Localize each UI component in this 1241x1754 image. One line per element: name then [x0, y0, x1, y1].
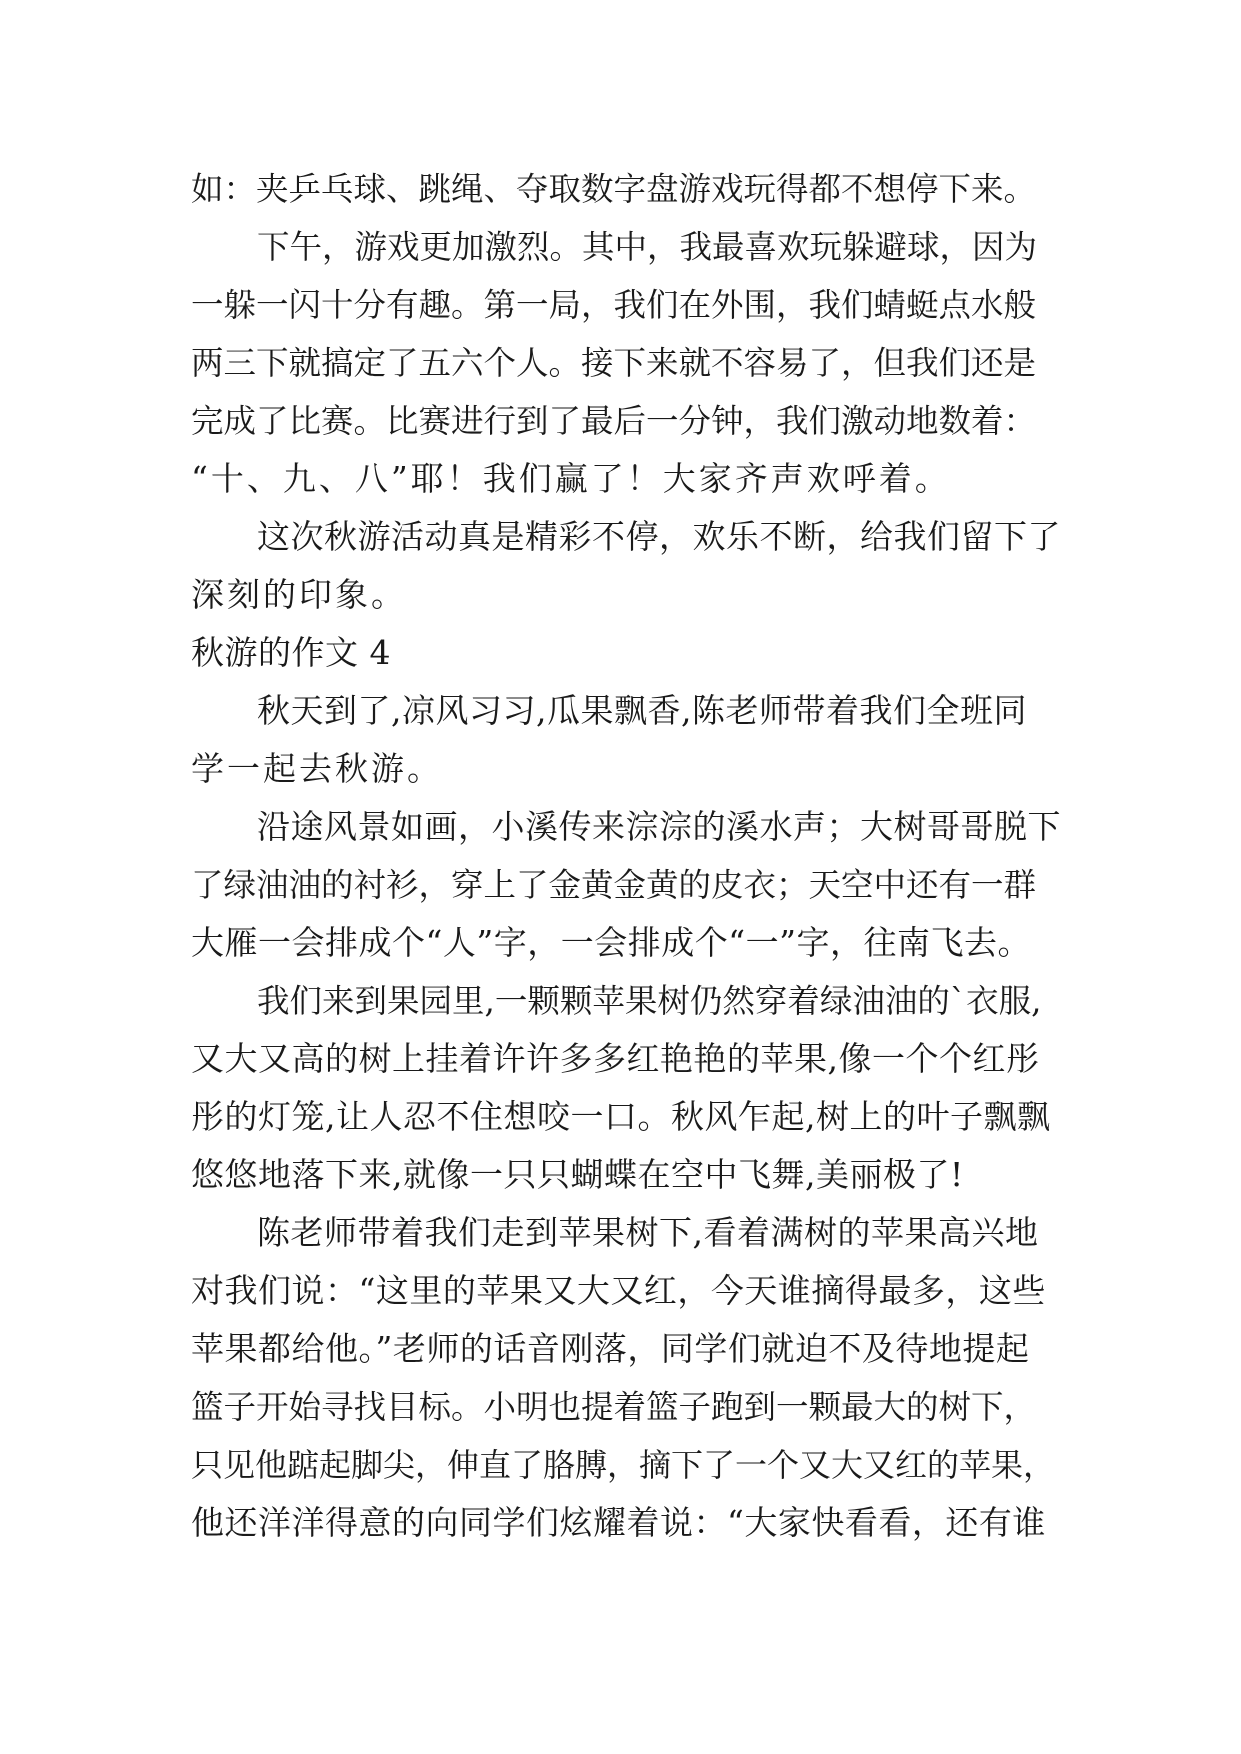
paragraph-line: 秋天到了,凉风习习,瓜果飘香,陈老师带着我们全班同 — [257, 691, 1027, 730]
paragraph-line: 大雁一会排成个“人”字，一会排成个“一”字，往南飞去。 — [191, 923, 1031, 962]
paragraph-line: 沿途风景如画，小溪传来淙淙的溪水声；大树哥哥脱下 — [257, 807, 1061, 846]
paragraph-line: 深刻的印象。 — [191, 575, 407, 614]
paragraph-line: “十、九、八”耶！我们赢了！大家齐声欢呼着。 — [191, 459, 951, 498]
paragraph-line: 只见他踮起脚尖，伸直了胳膊，摘下了一个又大又红的苹果， — [191, 1446, 1056, 1484]
paragraph-line: 篮子开始寻找目标。小明也提着篮子跑到一颗最大的树下， — [191, 1388, 1037, 1426]
paragraph-line: 彤的灯笼,让人忍不住想咬一口。秋风乍起,树上的叶子飘飘 — [191, 1097, 1051, 1136]
paragraph-line: 我们来到果园里,一颗颗苹果树仍然穿着绿油油的`衣服, — [257, 982, 1042, 1020]
paragraph-line: 悠悠地落下来,就像一只只蝴蝶在空中飞舞,美丽极了! — [191, 1155, 964, 1194]
paragraph-line: 了绿油油的衬衫，穿上了金黄金黄的皮衣；天空中还有一群 — [191, 866, 1037, 904]
section-heading: 秋游的作文 4 — [191, 633, 391, 672]
paragraph-line: 这次秋游活动真是精彩不停，欢乐不断，给我们留下了 — [257, 517, 1061, 556]
paragraph-line: 一躲一闪十分有趣。第一局，我们在外围，我们蜻蜓点水般 — [191, 286, 1037, 324]
paragraph-line: 对我们说：“这里的苹果又大又红，今天谁摘得最多，这些 — [191, 1271, 1046, 1310]
paragraph-line: 两三下就搞定了五六个人。接下来就不容易了，但我们还是 — [191, 344, 1037, 382]
paragraph-line: 他还洋洋得意的向同学们炫耀着说：“大家快看看，还有谁 — [191, 1503, 1046, 1542]
paragraph-line: 苹果都给他。”老师的话音刚落，同学们就迫不及待地提起 — [191, 1329, 1030, 1368]
paragraph-line: 完成了比赛。比赛进行到了最后一分钟，我们激动地数着： — [191, 402, 1037, 440]
paragraph-line: 如：夹乒乓球、跳绳、夺取数字盘游戏玩得都不想停下来。 — [191, 170, 1037, 208]
paragraph-line: 陈老师带着我们走到苹果树下,看着满树的苹果高兴地 — [257, 1213, 1039, 1252]
paragraph-line: 下午，游戏更加激烈。其中，我最喜欢玩躲避球，因为 — [257, 228, 1038, 266]
document-body — [191, 160, 1061, 1552]
paragraph-line: 又大又高的树上挂着许许多多红艳艳的苹果,像一个个红彤 — [191, 1039, 1040, 1078]
paragraph-line: 学一起去秋游。 — [191, 749, 443, 788]
